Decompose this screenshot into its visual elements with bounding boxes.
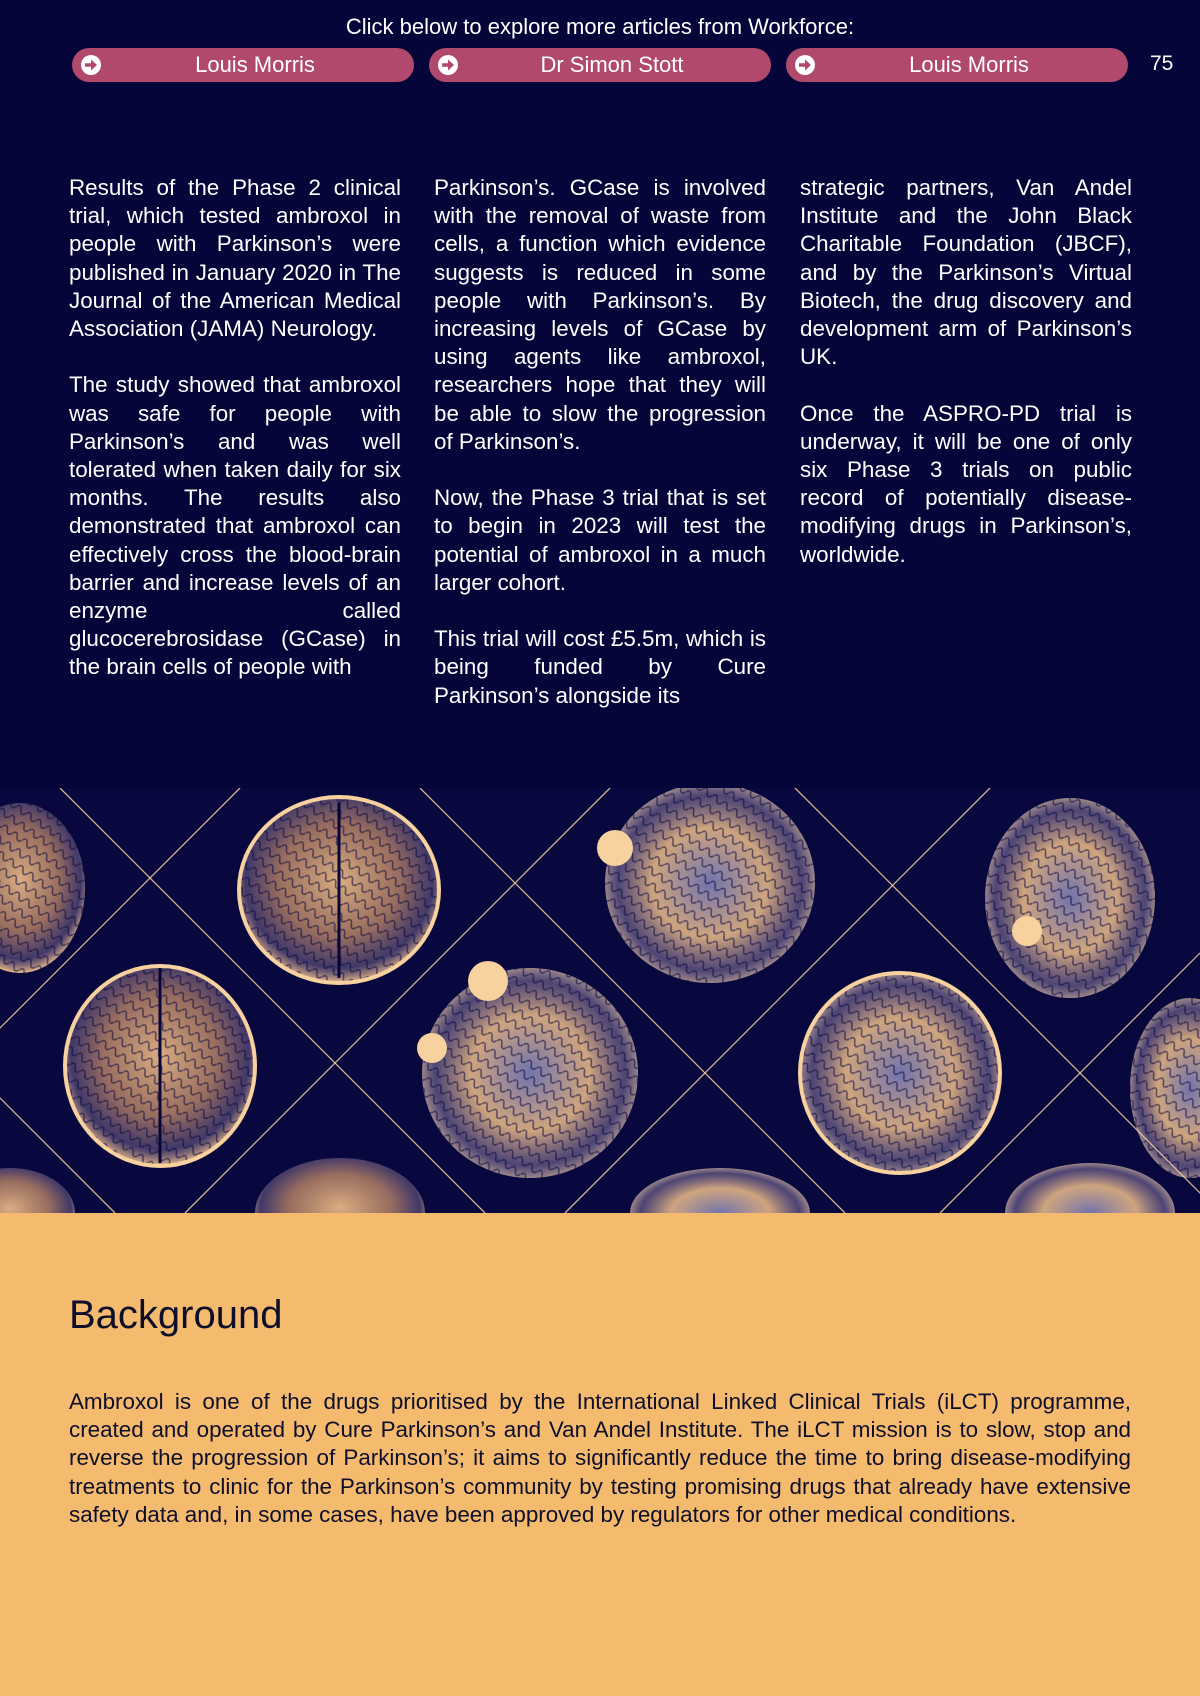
background-section (0, 1213, 1200, 1696)
arrow-circle-right-icon (794, 54, 816, 76)
article-paragraph: This trial will cost £5.5m, which is being funded by Cure Parkinson’s alongside its (434, 626, 766, 708)
article-column-2 (434, 174, 766, 738)
arrow-circle-right-icon (437, 54, 459, 76)
article-link-button-1[interactable] (72, 48, 414, 82)
article-paragraph: Parkinson’s. GCase is involved with the removal of waste from cells, a function which evidence suggests is reduced in some people with Parkinson’s. By increasing levels of GCase by using agents like ambroxol, researchers hope that they will be able to slow the progression of Parkinson’s. (434, 175, 766, 454)
brain-scan-image-banner (0, 788, 1200, 1213)
article-paragraph: The study showed that ambroxol was safe for people with Parkinson’s and was well tolerated when taken daily for six months. The results also demonstrated that ambroxol can effectively cross the blood-brain barrier and increase levels of an enzyme called glucocerebrosidase (GCase) in the brain cells of people with (69, 372, 401, 680)
article-link-button-3[interactable] (786, 48, 1128, 82)
article-link-label: Louis Morris (195, 52, 315, 77)
arrow-circle-right-icon (80, 54, 102, 76)
article-column-1 (69, 174, 401, 710)
article-link-label: Louis Morris (909, 52, 1029, 77)
article-paragraph: Results of the Phase 2 clinical trial, which tested ambroxol in people with Parkinson’s were published in January 2020 in The Journal of the American Medical Association (JAMA) Neurology. (69, 175, 401, 342)
article-link-button-2[interactable] (429, 48, 771, 82)
explore-heading: Click below to explore more articles from Workforce: (345, 14, 855, 39)
article-paragraph: strategic partners, Van Andel Institute and the John Black Charitable Foundation (JBCF), and by the Parkinson’s Virtual Biotech, the drug discovery and development arm of Parkinson’s UK. (800, 175, 1132, 370)
page-number: 75 (1150, 52, 1174, 75)
article-column-3 (800, 174, 1132, 597)
background-heading: Background (69, 1293, 283, 1337)
article-link-label: Dr Simon Stott (540, 52, 684, 77)
brain-mri-illustration (0, 788, 1200, 1213)
article-paragraph: Once the ASPRO-PD trial is underway, it will be one of only six Phase 3 trials on public record of potentially disease-modifying drugs in Parkinson’s, worldwide. (800, 400, 1132, 567)
article-top-section (0, 0, 1200, 788)
background-paragraph: Ambroxol is one of the drugs prioritised by the International Linked Clinical Trials (iLCT) programme, created and operated by Cure Parkinson’s and Van Andel Institute. The iLCT mission is to slow, stop and reverse the progression of Parkinson’s; it aims to significantly reduce the time to bring disease-modifying treatments to clinic for the Parkinson’s community by testing promising drugs that already have extensive safety data and, in some cases, have been approved by regulators for other medical conditions. (69, 1389, 1131, 1527)
article-paragraph: Now, the Phase 3 trial that is set to begin in 2023 will test the potential of ambroxol in a much larger cohort. (434, 485, 766, 595)
